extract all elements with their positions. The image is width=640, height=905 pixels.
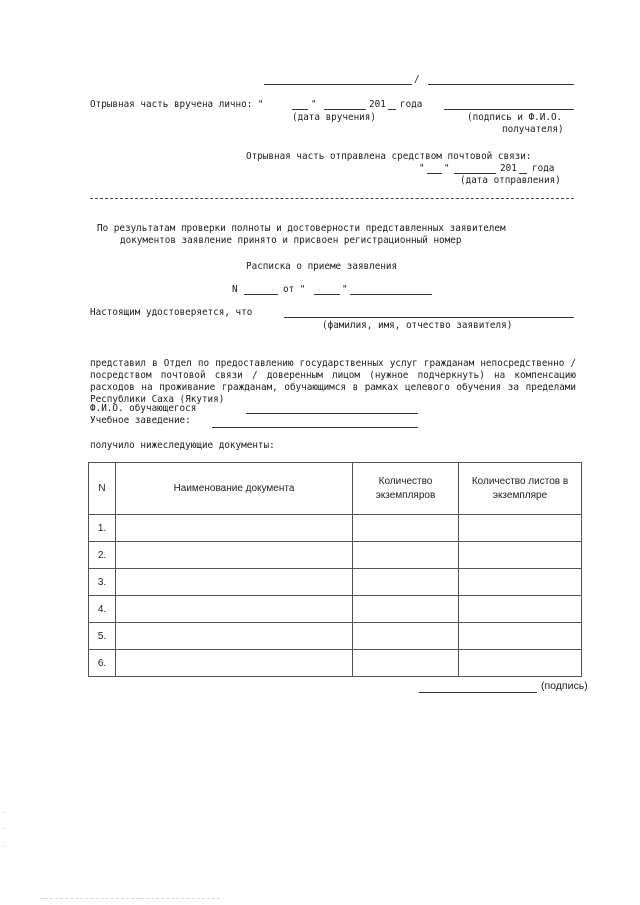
table-row	[89, 623, 582, 650]
handed-year-field	[388, 109, 396, 110]
institution-field	[212, 427, 418, 428]
sent-year-prefix: 201	[500, 163, 517, 174]
table-row	[89, 569, 582, 596]
sent-quote-open: "	[419, 163, 425, 174]
row-copies	[353, 569, 459, 596]
sent-year-field	[519, 173, 527, 174]
sent-year-word: года	[532, 163, 555, 174]
scan-artifact	[4, 846, 5, 847]
institution-label: Учебное заведение:	[90, 415, 191, 426]
documents-table	[88, 462, 582, 677]
receipt-day-field	[314, 294, 340, 295]
handed-in-person-label: Отрывная часть вручена лично: "	[90, 99, 264, 110]
row-document-name	[116, 650, 353, 677]
header-sheets	[459, 463, 582, 515]
row-document-name	[116, 515, 353, 542]
receipt-from-label: от "	[283, 284, 306, 295]
table-row	[89, 542, 582, 569]
row-num: 5.	[89, 623, 116, 650]
signature-fio-caption: (подпись и Ф.И.О.	[467, 112, 563, 123]
table-row	[89, 650, 582, 677]
student-fio-label: Ф.И.О. обучающегося	[90, 403, 197, 414]
row-copies	[353, 596, 459, 623]
header-copies-line-2: экземпляров	[375, 489, 436, 501]
scan-artifact	[4, 828, 5, 829]
row-sheets	[459, 569, 582, 596]
sent-by-post-label: Отрывная часть отправлена средством почтовой связи:	[246, 151, 532, 162]
header-copies-line-1: Количество	[378, 475, 433, 487]
recipient-signature-field	[444, 109, 574, 110]
row-num: 3.	[89, 569, 116, 596]
receipt-quote-close: "	[342, 284, 348, 295]
receipt-number-field	[244, 294, 278, 295]
table-row	[89, 515, 582, 542]
row-sheets	[459, 542, 582, 569]
final-signature-field	[419, 692, 537, 693]
receipt-number-label: N	[232, 284, 238, 295]
row-copies	[353, 515, 459, 542]
row-document-name	[116, 569, 353, 596]
row-document-name	[116, 542, 353, 569]
row-sheets	[459, 515, 582, 542]
recipient-caption: получателя)	[502, 124, 564, 135]
scan-artifact-line	[40, 898, 220, 899]
receipt-month-field	[350, 294, 432, 295]
date-sent-caption: (дата отправления)	[460, 175, 561, 186]
header-sheets-line-1: Количество листов в	[471, 475, 569, 487]
handed-day-field	[292, 109, 308, 110]
row-document-name	[116, 596, 353, 623]
top-separator-slash: /	[414, 74, 420, 85]
table-header-row	[89, 463, 582, 515]
applicant-fio-field	[284, 317, 574, 318]
receipt-title: Расписка о приеме заявления	[246, 261, 398, 272]
row-copies	[353, 623, 459, 650]
handed-month-field	[324, 109, 366, 110]
row-num: 2.	[89, 542, 116, 569]
sent-month-field	[454, 173, 496, 174]
header-num: N	[89, 463, 116, 515]
header-document-name: Наименование документа	[116, 463, 353, 515]
row-num: 4.	[89, 596, 116, 623]
header-sheets-line-2: экземпляре	[492, 489, 548, 501]
registration-line-1: По результатам проверки полноты и достоверности представленных заявителем	[97, 223, 506, 234]
row-num: 6.	[89, 650, 116, 677]
handed-quote-close: "	[311, 99, 317, 110]
certify-text: Настоящим удостоверяется, что	[90, 307, 253, 318]
signature-caption: (подпись)	[541, 680, 588, 692]
scan-artifact	[4, 812, 5, 813]
row-document-name	[116, 623, 353, 650]
handed-year-word: года	[400, 99, 423, 110]
received-documents-label: получило нижеследующие документы:	[90, 440, 275, 451]
registration-line-2: документов заявление принято и присвоен регистрационный номер	[120, 235, 462, 246]
table-row	[89, 596, 582, 623]
top-signature-line-right	[428, 84, 574, 85]
date-handed-caption: (дата вручения)	[292, 112, 376, 123]
applicant-fio-caption: (фамилия, имя, отчество заявителя)	[322, 320, 513, 331]
row-copies	[353, 650, 459, 677]
sent-day-field	[427, 173, 442, 174]
row-sheets	[459, 650, 582, 677]
header-copies	[353, 463, 459, 515]
handed-year-prefix: 201	[369, 99, 386, 110]
tear-off-divider	[90, 198, 574, 199]
row-sheets	[459, 623, 582, 650]
sent-quote-close: "	[444, 163, 450, 174]
row-sheets	[459, 596, 582, 623]
receipt-body-text: представил в Отдел по предоставлению государственных услуг гражданам непосредственно / посредством почтовой связи / доверенным лицом (нужное подчеркнуть) на компенсацию расходов на проживание гражданам, обучающимся в рамках целевого обучения за пределами Республики Саха (Якутия)	[90, 358, 576, 405]
student-fio-field	[246, 413, 418, 414]
row-num: 1.	[89, 515, 116, 542]
row-copies	[353, 542, 459, 569]
top-signature-line-left	[264, 84, 412, 85]
